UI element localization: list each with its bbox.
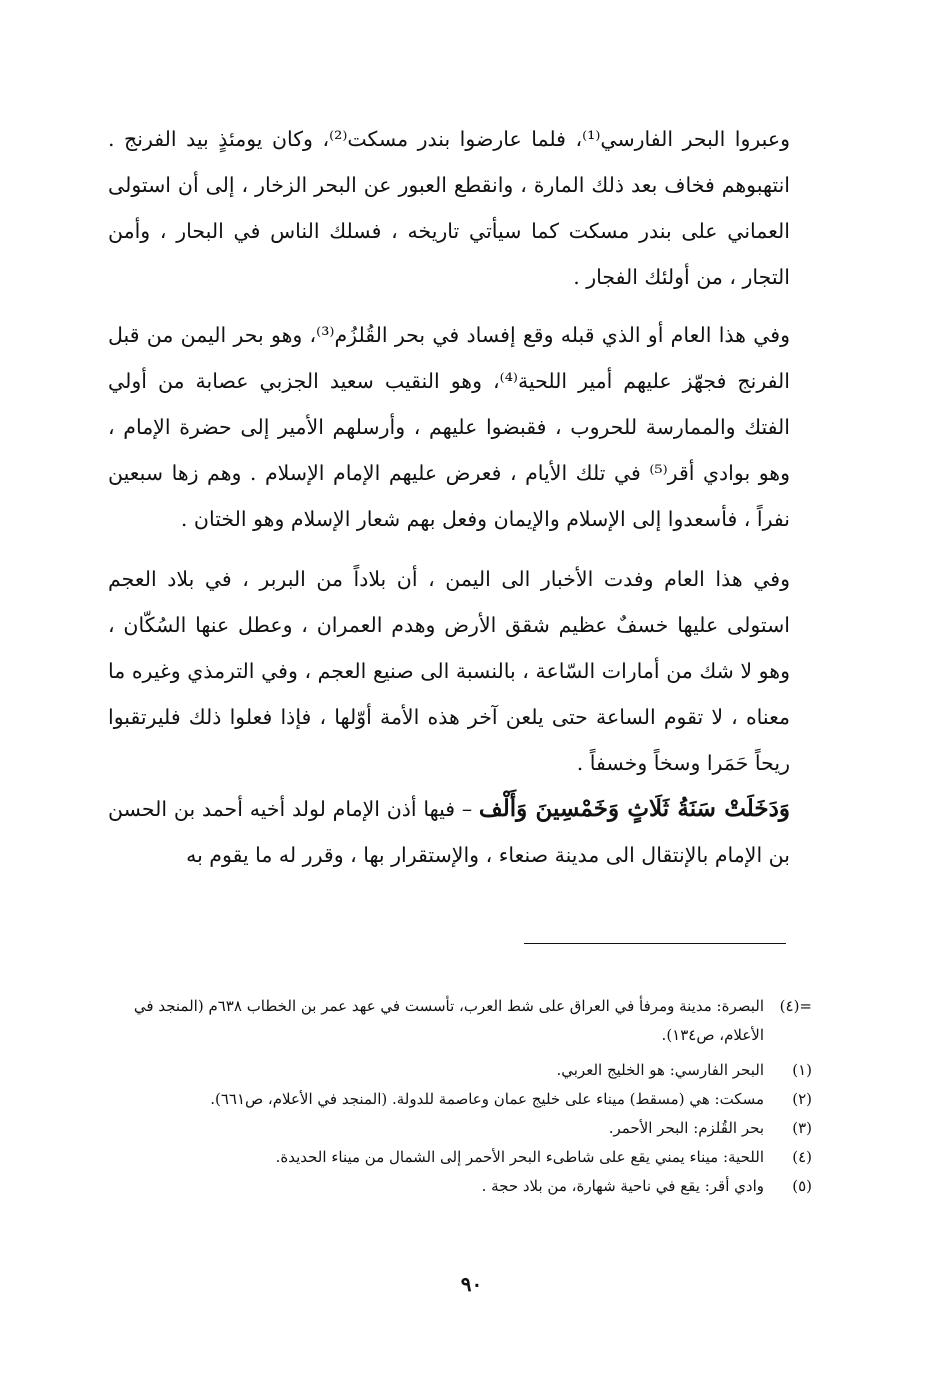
footnote-item	[110, 1172, 812, 1201]
footnote-text: اللحية: ميناء يمني يقع على شاطىء البحر الأحمر إلى الشمال من ميناء الحديدة.	[275, 1148, 764, 1166]
footnote-number: (٤)	[792, 1148, 812, 1166]
page-number: ٩٠	[460, 1272, 483, 1296]
footnote-divider	[524, 943, 786, 944]
paragraph-4-text: – فيها أذن الإمام لولد أخيه أحمد بن الحسن بن الإمام بالإنتقال الى مدينة صنعاء ، والإستقرار بها ، وقرر له ما يقوم به	[108, 797, 790, 867]
footnote-number: (٣)	[792, 1119, 812, 1137]
paragraph-2: وفي هذا العام أو الذي قبله وقع إفساد في بحر القُلزُم⁽³⁾، وهو بحر اليمن من قبل الفرنج فجهّز عليهم أمير اللحية⁽⁴⁾، وهو النقيب سعيد الجزبي عصابة من أولي الفتك والممارسة للحروب ، فقبضوا عليهم ، وأرسلهم الأمير إلى حضرة الإمام ، وهو بوادي أقر⁽⁵⁾ في تلك الأيام ، فعرض عليهم الإمام الإسلام . وهم زها سبعين نفراً ، فأسعدوا إلى الإسلام والإيمان وفعل بهم شعار الإسلام وهو الختان .	[108, 323, 791, 531]
paragraph-4	[108, 786, 790, 878]
footnote-continuation	[110, 992, 812, 1050]
footnote-number: (٢)	[792, 1090, 812, 1108]
footnote-text: بحر القُلزم: البحر الأحمر.	[608, 1119, 764, 1137]
footnote-text: البحر الفارسي: هو الخليج العربي.	[556, 1061, 764, 1079]
footnote-text: وادي أقر: يقع في ناحية شهارة، من بلاد حجة .	[481, 1177, 764, 1195]
main-text	[108, 116, 790, 890]
footnote-item	[110, 1085, 812, 1114]
footnote-number: =(٤)	[779, 997, 812, 1015]
footnote-number: (٥)	[792, 1177, 812, 1195]
footnote-item	[110, 1114, 812, 1143]
footnotes	[110, 992, 812, 1201]
footnote-item	[110, 1056, 812, 1085]
year-heading: وَدَخَلَتْ سَنَةُ ثَلَاثٍ وَخَمْسِينَ وَأَلْف	[478, 795, 790, 822]
footnote-item	[110, 1143, 812, 1172]
footnote-number: (١)	[792, 1061, 812, 1079]
paragraph-1: وعبروا البحر الفارسي⁽¹⁾، فلما عارضوا بندر مسكت⁽²⁾، وكان يومئذٍ بيد الفرنج . انتهبوهم فخاف بعد ذلك المارة ، وانقطع العبور عن البحر الزخار ، إلى أن استولى العماني على بندر مسكت كما سيأتي تاريخه ، فسلك الناس في البحار ، وأمن التجار ، من أولئك الفجار .	[108, 127, 791, 289]
paragraph-3: وفي هذا العام وفدت الأخبار الى اليمن ، أن بلاداً من البربر ، في بلاد العجم استولى عليها خسفٌ عظيم شقق الأرض وهدم العمران ، وعطل عنها السُكّان ، وهو لا شك من أمارات السّاعة ، بالنسبة الى صنيع العجم ، وفي الترمذي وغيره ما معناه ، لا تقوم الساعة حتى يلعن آخر هذه الأمة أوّلها ، فإذا فعلوا ذلك فليرتقبوا ريحاً حَمَرا وسخاً وخسفاً .	[108, 567, 790, 775]
footnote-text: مسكت: هي (مسقط) ميناء على خليج عمان وعاصمة للدولة. (المنجد في الأعلام، ص٦٦١).	[210, 1090, 764, 1108]
footnote-text: البصرة: مدينة ومرفأ في العراق على شط العرب، تأسست في عهد عمر بن الخطاب ٦٣٨م (المنجد في الأعلام، ص١٣٤).	[133, 997, 764, 1044]
